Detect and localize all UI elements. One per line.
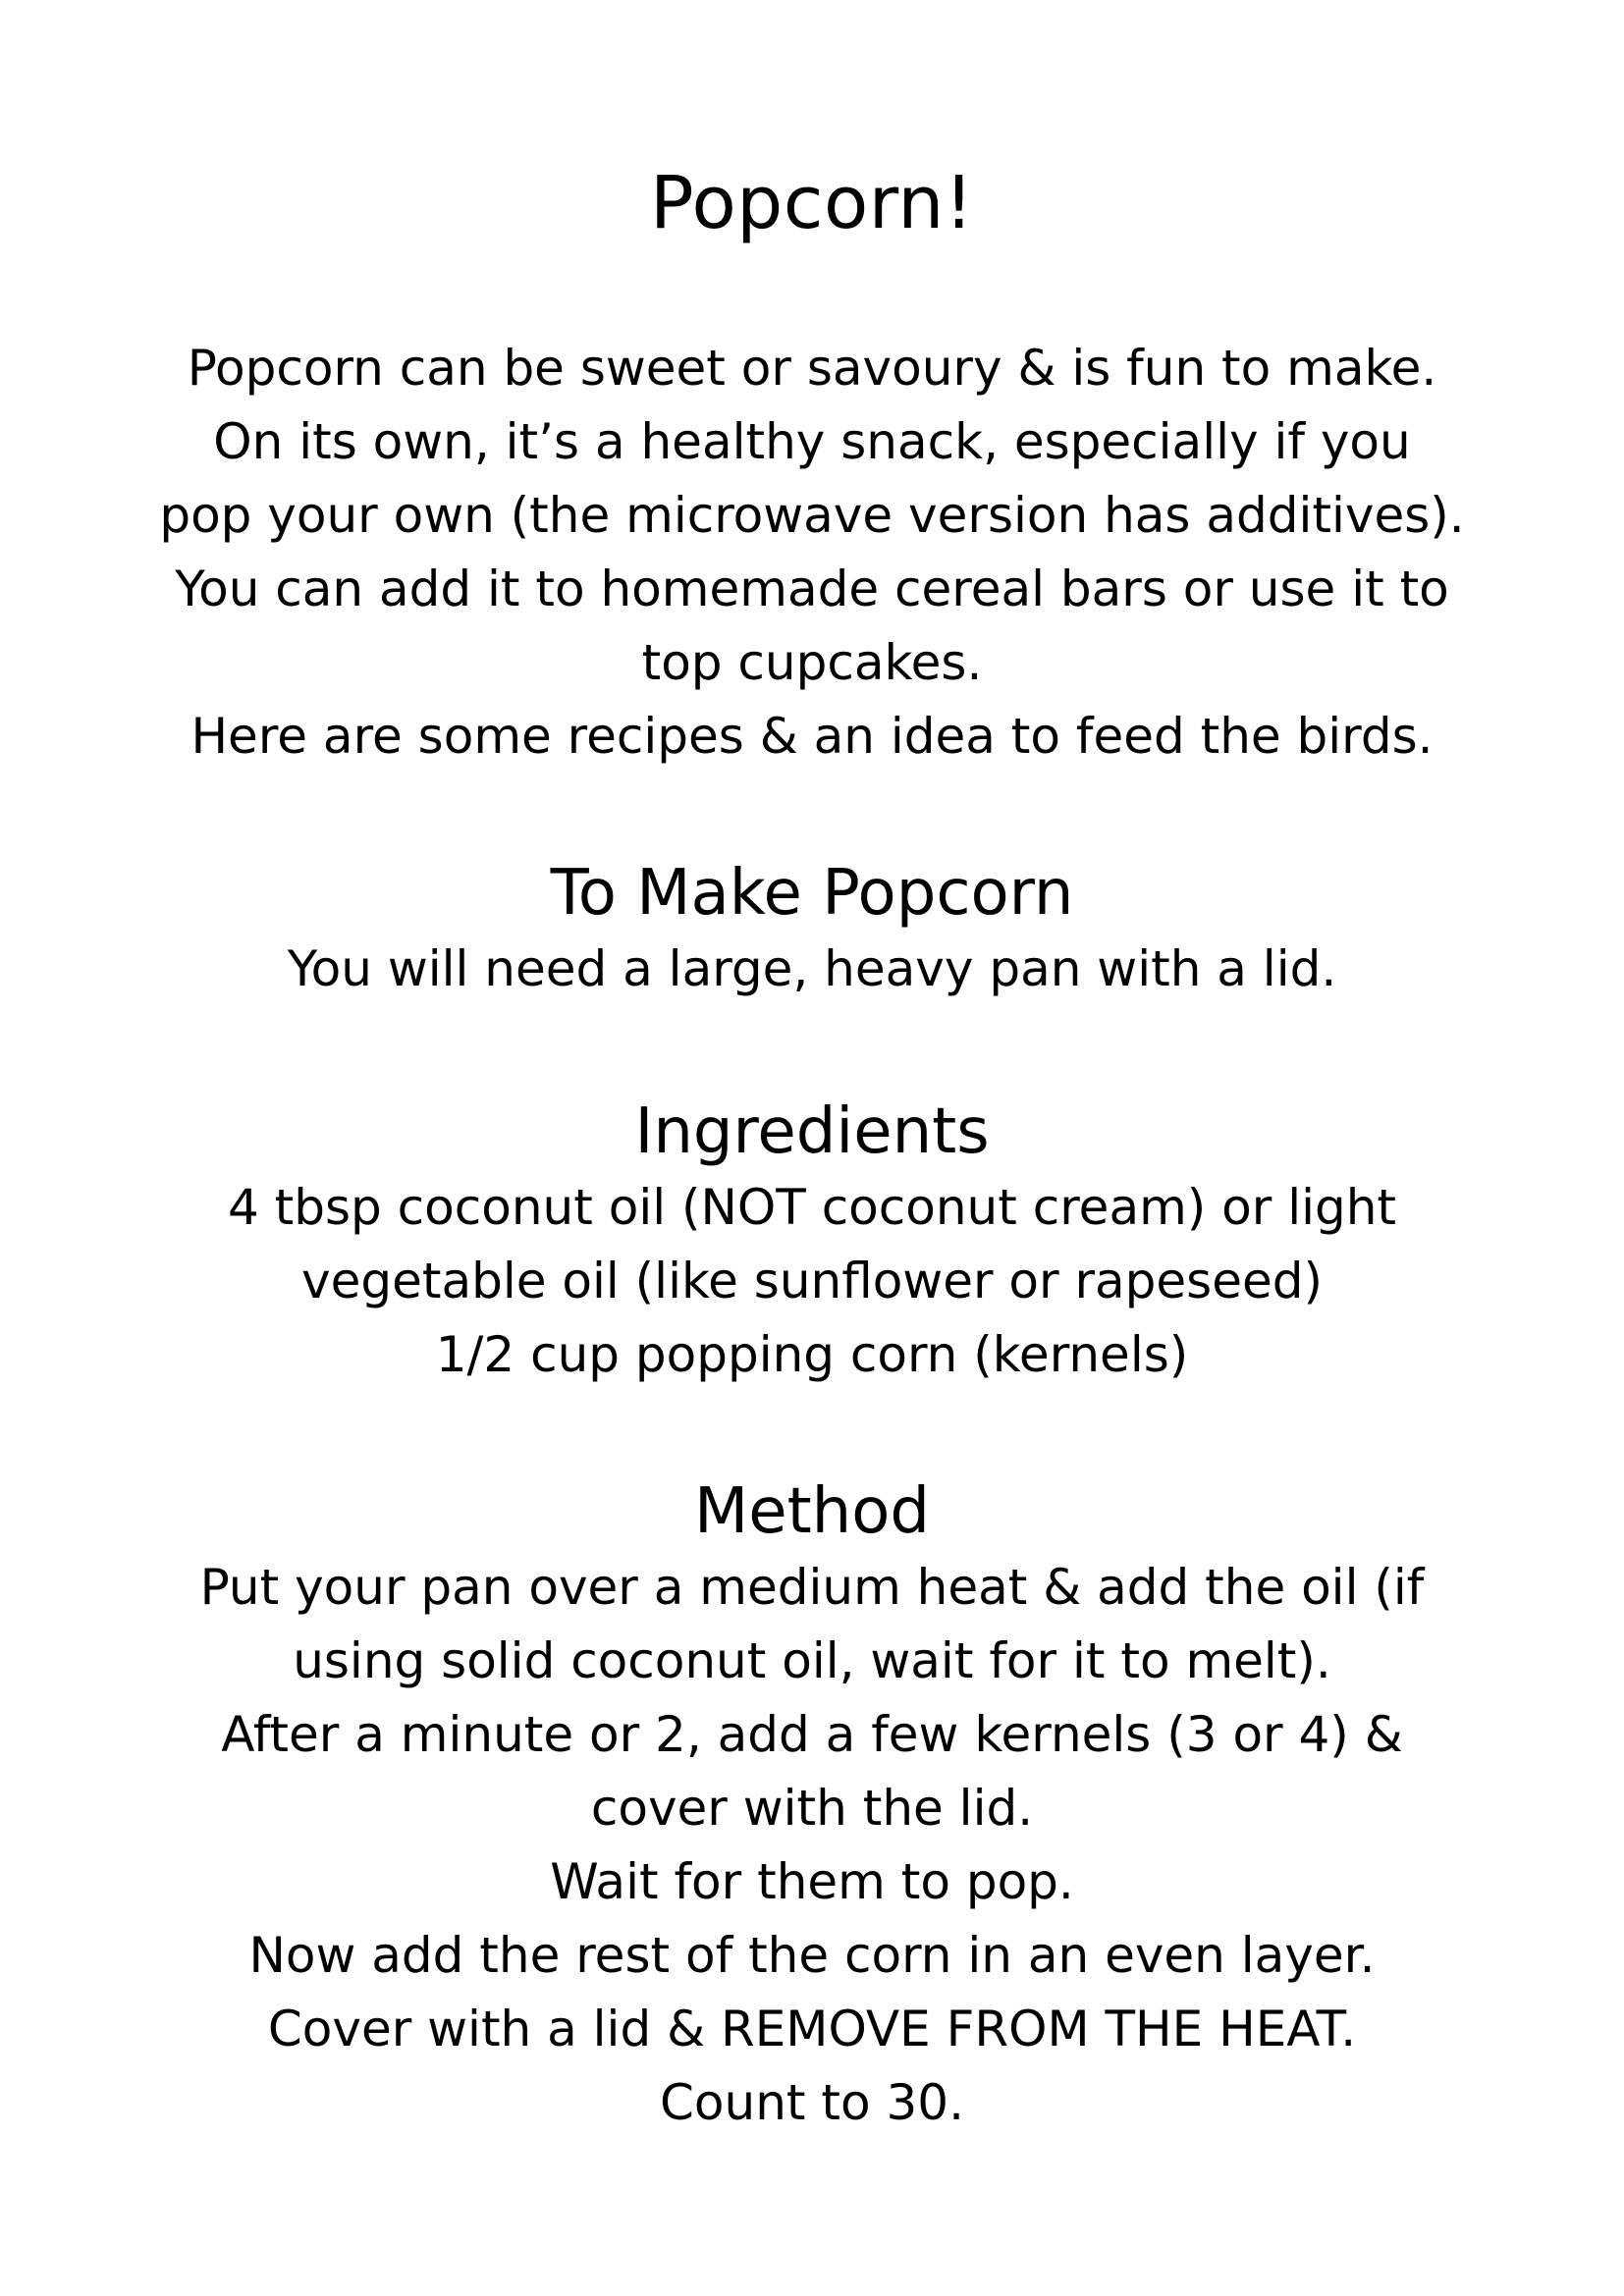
method-line: Now add the rest of the corn in an even layer. bbox=[248, 1927, 1376, 1984]
method-line: After a minute or 2, add a few kernels (3 or 4) & bbox=[221, 1706, 1403, 1763]
make-popcorn-line: You will need a large, heavy pan with a lid. bbox=[287, 940, 1337, 997]
ingredient-line: 4 tbsp coconut oil (NOT coconut cream) or light bbox=[227, 1179, 1397, 1236]
make-popcorn-heading: To Make Popcorn bbox=[550, 857, 1074, 930]
ingredients-section bbox=[0, 1093, 1624, 1392]
method-line: cover with the lid. bbox=[590, 1780, 1034, 1837]
method-line: Count to 30. bbox=[660, 2074, 964, 2131]
intro-paragraph bbox=[0, 332, 1624, 774]
intro-line: On its own, it’s a healthy snack, especially if you bbox=[213, 413, 1411, 470]
method-line: Wait for them to pop. bbox=[550, 1853, 1074, 1910]
intro-line: Popcorn can be sweet or savoury & is fun to make. bbox=[187, 340, 1437, 397]
make-popcorn-section bbox=[0, 854, 1624, 1006]
ingredient-line: 1/2 cup popping corn (kernels) bbox=[435, 1326, 1189, 1383]
method-line: Put your pan over a medium heat & add the oil (if bbox=[199, 1559, 1425, 1616]
intro-line: You can add it to homemade cereal bars or use it to bbox=[175, 561, 1449, 617]
ingredient-line: vegetable oil (like sunflower or rapeseed) bbox=[301, 1253, 1323, 1309]
intro-line: pop your own (the microwave version has additives). bbox=[159, 487, 1465, 544]
ingredients-heading: Ingredients bbox=[634, 1095, 990, 1168]
intro-line: Here are some recipes & an idea to feed the birds. bbox=[190, 708, 1434, 765]
method-line: Cover with a lid & REMOVE FROM THE HEAT. bbox=[267, 2001, 1357, 2057]
intro-line: top cupcakes. bbox=[641, 634, 983, 691]
page-title: Popcorn! bbox=[650, 161, 974, 245]
method-line: using solid coconut oil, wait for it to melt). bbox=[293, 1632, 1331, 1689]
method-section bbox=[0, 1472, 1624, 2140]
method-heading: Method bbox=[693, 1475, 931, 1548]
